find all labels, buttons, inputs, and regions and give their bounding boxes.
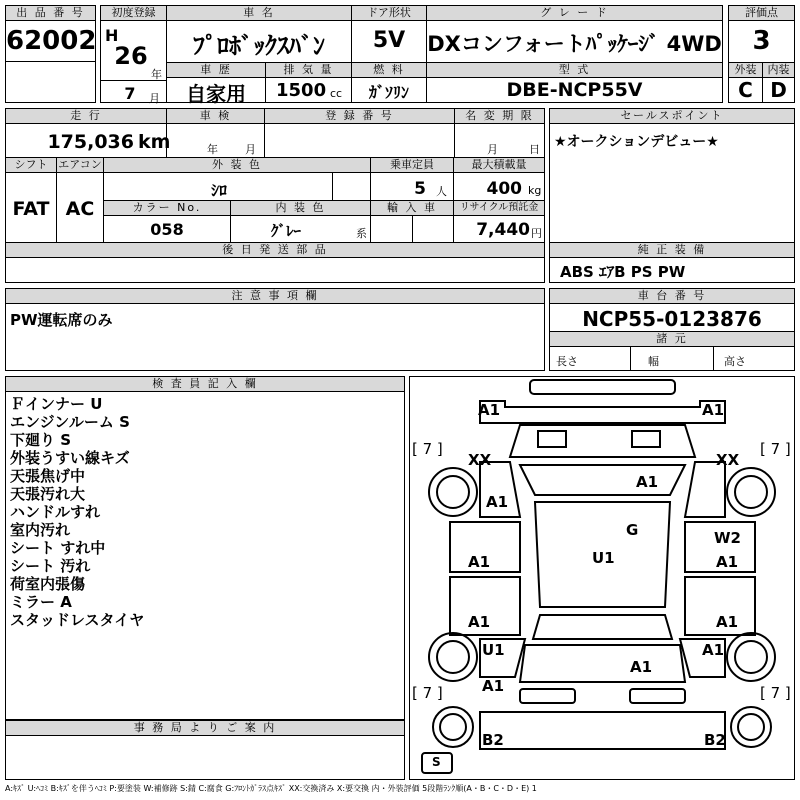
disp-box (265, 62, 352, 103)
door-box (351, 5, 427, 63)
tire-tl: [ 7 ] (412, 440, 443, 458)
lot-extra (5, 61, 96, 103)
bumper-right: B2 (704, 731, 726, 749)
inspector-lines (10, 395, 144, 629)
displacement: 1500 (276, 80, 327, 101)
shift: FAT (12, 198, 50, 220)
model-label: 型 式 (427, 63, 722, 78)
load-unit: kg (528, 184, 542, 197)
int-color-label: 内 装 色 (231, 201, 370, 216)
color-label: 外 装 色 (104, 158, 370, 173)
capacity-unit: 人 (436, 185, 447, 198)
inspector-line: 外装うすい線キズ (10, 449, 130, 467)
nc-day: 日 (529, 143, 540, 156)
sales-box (549, 108, 795, 283)
door-front-left: A1 (468, 553, 491, 571)
door-type: 5V (372, 28, 406, 53)
history-label: 車 歴 (167, 63, 265, 78)
hood: A1 (636, 473, 659, 491)
ac: AC (65, 198, 95, 220)
reg-box (264, 108, 455, 158)
fuel-label: 燃 料 (352, 63, 426, 78)
chassis: NCP55-0123876 (582, 307, 762, 331)
wheel-fr: XX (716, 451, 740, 469)
door-front-right-w: W2 (714, 529, 741, 547)
nc-month: 月 (487, 143, 498, 156)
int-color: ｸﾞﾚｰ (270, 222, 301, 240)
history: 自家用 (186, 82, 246, 106)
inspector-line: シート すれ中 (10, 539, 106, 557)
disp-label: 排 気 量 (266, 63, 351, 78)
car-name: ﾌﾟﾛﾎﾞｯｸｽﾊﾞﾝ (193, 32, 325, 60)
inspector-line: エンジンルーム S (10, 413, 130, 431)
model-box (426, 62, 723, 103)
car-name-label: 車 名 (167, 6, 351, 21)
door-label: ドア形状 (352, 6, 426, 21)
fender-left: A1 (486, 493, 509, 511)
sales-label: セールスポイント (550, 109, 794, 124)
first-reg-box (100, 5, 167, 103)
reg-label: 登 録 番 号 (265, 109, 454, 124)
insp-year: 年 (207, 143, 218, 156)
wheel-fl: XX (468, 451, 492, 469)
recycle-label: リサイクル預託金 (454, 201, 544, 216)
grade: DXコンフォートﾊﾟｯｹｰｼﾞ 4WD (427, 32, 722, 56)
mileage-box (5, 108, 171, 158)
lot-box (5, 5, 96, 62)
glass: G (626, 521, 639, 539)
fuel: ｶﾞｿﾘﾝ (368, 83, 409, 102)
inspector-line: 室内汚れ (10, 521, 71, 539)
year-unit: 年 (151, 68, 162, 81)
spare-tire: S (432, 755, 441, 769)
load-label: 最大積載量 (454, 158, 544, 173)
back-door: A1 (630, 658, 653, 676)
inspector-line: シート 汚れ (10, 557, 91, 575)
inspector-line: ハンドルすれ (10, 503, 101, 521)
inspection-box (166, 108, 265, 158)
lot-label: 出 品 番 号 (6, 6, 95, 21)
mark-top-right: A1 (702, 401, 725, 419)
ext-box (728, 62, 763, 103)
car-name-box (166, 5, 352, 63)
name-change-box (454, 108, 545, 158)
specs-label: 諸 元 (550, 331, 794, 347)
bumper-left: B2 (482, 731, 504, 749)
door-rear-right: A1 (716, 613, 739, 631)
inspector-box (5, 376, 405, 720)
lot-number: 62002 (6, 26, 97, 56)
door-rear-left: A1 (468, 613, 491, 631)
quarter-left: U1 (482, 641, 505, 659)
score-box (728, 5, 795, 63)
caution-label: 注 意 事 項 欄 (6, 289, 544, 304)
history-box (166, 62, 266, 106)
ext-grade: C (738, 78, 753, 102)
month-unit: 月 (149, 92, 160, 105)
spec-grid (5, 157, 545, 283)
mark-top-left: A1 (478, 401, 501, 419)
reg-year: 26 (114, 42, 148, 70)
int-box (762, 62, 795, 103)
load: 400 (486, 179, 522, 199)
inspector-line: ミラー A (10, 593, 72, 611)
tire-bl: [ 7 ] (412, 684, 443, 702)
later-label: 後 日 発 送 部 品 (6, 243, 544, 258)
inspector-line: 下廻り S (10, 431, 72, 449)
office-box (5, 720, 405, 780)
door-front-right: A1 (716, 553, 739, 571)
inspector-line: 天張焦げ中 (10, 467, 86, 485)
import-label: 輸 入 車 (371, 201, 453, 216)
color-no: 058 (150, 220, 184, 239)
ext-label: 外装 (729, 63, 762, 78)
score: 3 (752, 26, 771, 56)
disp-unit: cc (330, 87, 343, 100)
width-label: 幅 (648, 355, 659, 368)
first-reg-label: 初度登録 (101, 6, 166, 21)
grade-label: グ レ ー ド (427, 6, 722, 21)
shift-label: シフト (6, 158, 56, 173)
int-color-unit: 系 (356, 227, 367, 240)
capacity-label: 乗車定員 (371, 158, 453, 173)
inspector-line: 天張汚れ大 (10, 485, 86, 503)
length-label: 長さ (556, 355, 578, 368)
color-no-label: カラー No. (104, 201, 230, 216)
caution-box (5, 288, 545, 371)
era: H (105, 26, 119, 45)
recycle: 7,440 (476, 220, 530, 240)
equip-label: 純 正 装 備 (550, 243, 794, 258)
score-label: 評価点 (729, 6, 794, 21)
color: ｼﾛ (210, 181, 227, 200)
equip: ABS ｴｱB PS PW (560, 263, 686, 281)
name-change-label: 名 変 期 限 (455, 109, 544, 124)
reg-month: 7 (124, 84, 136, 103)
fuel-box (351, 62, 427, 103)
capacity: 5 (414, 179, 426, 199)
car-outline (410, 377, 794, 779)
tire-br: [ 7 ] (760, 684, 791, 702)
model-code: DBE-NCP55V (506, 79, 643, 101)
recycle-unit: 円 (531, 227, 542, 240)
grade-box (426, 5, 723, 63)
tire-tr: [ 7 ] (760, 440, 791, 458)
inspector-line: Ｆインナー U (10, 395, 103, 413)
chassis-label: 車 台 番 号 (550, 289, 794, 304)
inspection-label: 車 検 (167, 109, 264, 124)
inspector-line: スタッドレスタイヤ (10, 611, 145, 629)
legend: A:ｷｽﾞ U:ﾍｺﾐ B:ｷｽﾞを伴うﾍｺﾐ P:要塗装 W:補修跡 S:錆 C:腐食 G:ﾌﾛﾝﾄｶﾞﾗｽ点ｷｽﾞ XX:交換済み X:要交換 内・外装評価 5段階ﾗﾝｸ順(A・B・C・D・E) 1 (5, 784, 537, 793)
rear-left: A1 (482, 677, 505, 695)
caution: PW運転席のみ (10, 311, 113, 329)
mileage-label: 走 行 (6, 109, 166, 124)
mileage: 175,036 (47, 131, 134, 153)
quarter-right: A1 (702, 641, 725, 659)
int-label: 内装 (763, 63, 794, 78)
sales-text: ★オークションデビュー★ (554, 134, 719, 150)
height-label: 高さ (724, 355, 746, 368)
car-diagram (409, 376, 795, 780)
inspector-label: 検 査 員 記 入 欄 (6, 377, 404, 392)
roof: U1 (592, 549, 615, 567)
chassis-box (549, 288, 795, 371)
mileage-unit: km (138, 131, 171, 153)
inspector-line: 荷室内張傷 (10, 575, 86, 593)
insp-month: 月 (245, 143, 256, 156)
int-grade: D (770, 78, 787, 102)
office-label: 事 務 局 よ り ご 案 内 (6, 721, 404, 736)
ac-label: エアコン (58, 158, 102, 171)
